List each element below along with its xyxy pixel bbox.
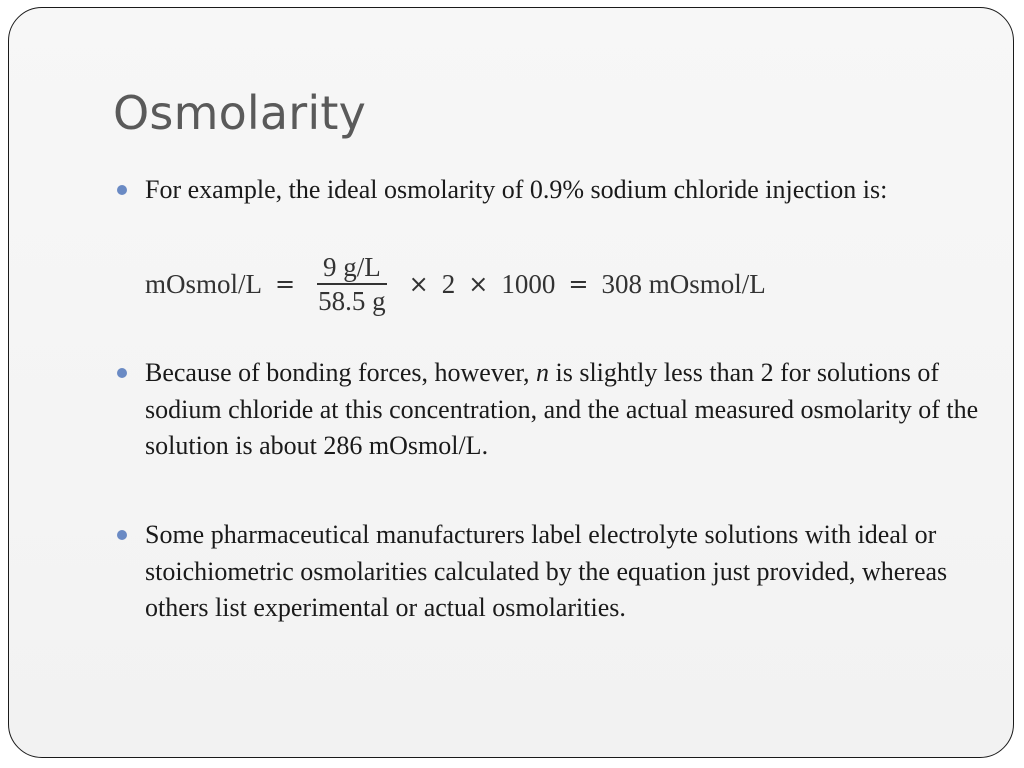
formula-factor: 2 — [441, 268, 456, 299]
bullet-item — [105, 355, 985, 517]
bullet-dot-icon — [117, 530, 127, 540]
formula-fraction — [312, 252, 392, 316]
formula-multiplier: 1000 — [501, 268, 556, 299]
slide-title: Osmolarity — [113, 86, 367, 140]
bullet-text: Some pharmaceutical manufacturers label electrolyte solutions with ideal or stoichiometric osmolarities calculated by the equation just provided, whereas others list experimental or actual osmolarities. — [145, 520, 948, 622]
formula-result: 308 mOsmol/L — [601, 268, 766, 299]
slide — [8, 7, 1014, 758]
formula-denominator: 58.5 g — [318, 286, 386, 316]
formula-lhs: mOsmol/L — [145, 268, 263, 299]
formula-numerator: 9 g/L — [317, 252, 387, 285]
bullet-text-part: is slightly less than 2 for solutions of sodium chloride at this concentration, and the actual measured osmolarity of the solution is about 286 mOsmol/L. — [145, 358, 979, 460]
bullet-list — [105, 172, 985, 627]
bullet-text: For example, the ideal osmolarity of 0.9% sodium chloride injection is: — [145, 175, 888, 204]
formula-equals-2: = — [568, 269, 589, 298]
osmolarity-formula — [145, 252, 766, 316]
bullet-item — [105, 172, 985, 355]
formula-times-2: × — [468, 269, 489, 298]
bullet-dot-icon — [117, 185, 127, 195]
bullet-item — [105, 517, 985, 627]
italic-variable-n: n — [536, 358, 549, 387]
bullet-text-part: Because of bonding forces, however, — [145, 358, 536, 387]
formula-equals: = — [275, 269, 296, 298]
formula-times-1: × — [408, 269, 429, 298]
bullet-dot-icon — [117, 368, 127, 378]
